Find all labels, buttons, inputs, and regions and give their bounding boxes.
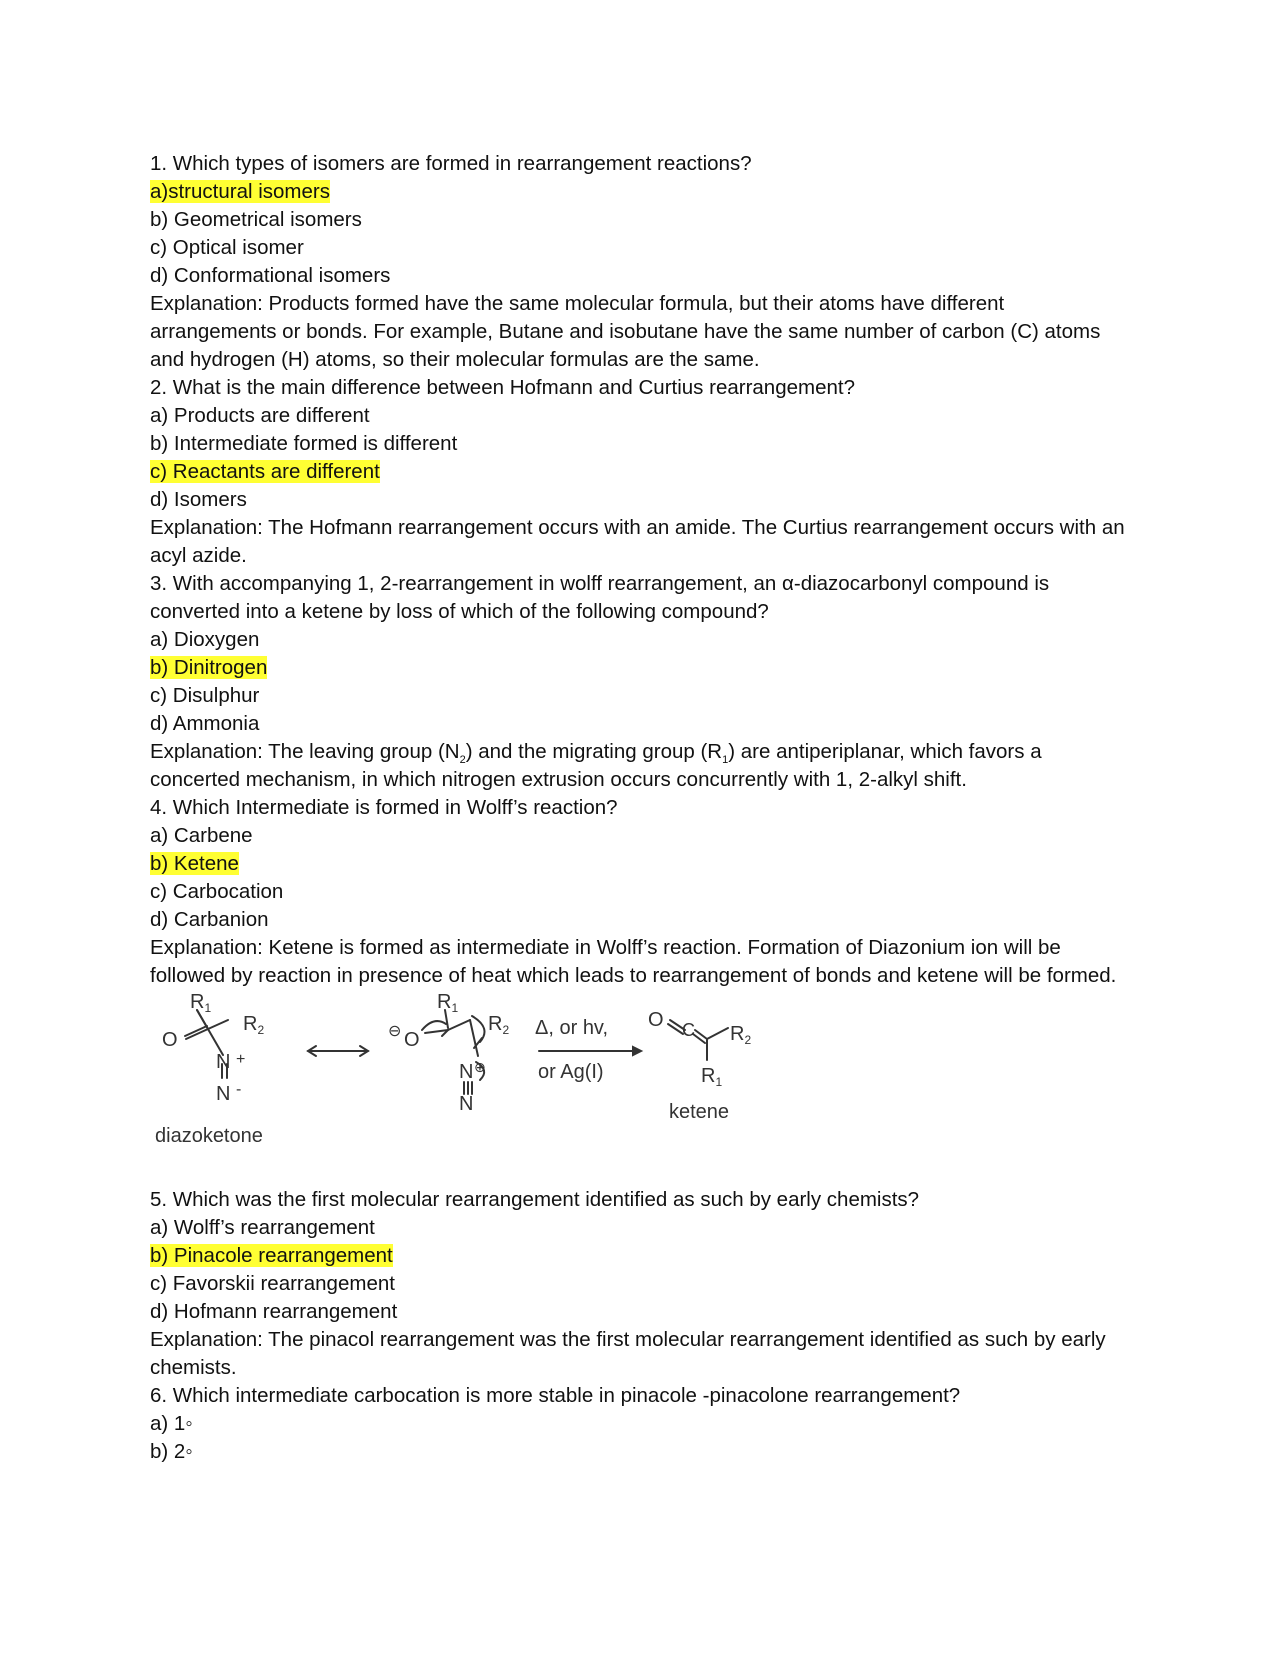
option: b) Intermediate formed is different xyxy=(150,432,458,455)
answer-option: a)structural isomers xyxy=(150,180,330,203)
question-3 xyxy=(150,570,1130,794)
r1-label: $R_1$ xyxy=(437,991,459,1015)
n-plus-charge: + xyxy=(236,1051,246,1068)
nitrogen-label: N xyxy=(459,1093,474,1115)
n-plus-charge: ⊕ xyxy=(474,1059,486,1075)
question-6 xyxy=(150,1382,1130,1466)
question-5 xyxy=(150,1186,1130,1382)
explanation: Explanation: Ketene is formed as intermediate in Wolff’s reaction. Formation of Diazonium ion will be followed by reaction in presence of heat which leads to rearrangement of bonds and ketene will be formed. xyxy=(150,936,1117,987)
r1-label: $R_1$ xyxy=(701,1065,723,1089)
option: d) Carbanion xyxy=(150,908,269,931)
option: a) Carbene xyxy=(150,824,253,847)
option: d) Conformational isomers xyxy=(150,264,391,287)
question-text: 6. Which intermediate carbocation is more stable in pinacole -pinacolone rearrangement? xyxy=(150,1384,961,1407)
oxygen-label: O xyxy=(162,1029,178,1051)
oxygen-label: O xyxy=(404,1029,420,1051)
answer-option: b) Pinacole rearrangement xyxy=(150,1244,393,1267)
option: b) Geometrical isomers xyxy=(150,208,362,231)
r1-label: $R_1$ xyxy=(190,991,212,1015)
option: a) Products are different xyxy=(150,404,370,427)
answer-option: c) Reactants are different xyxy=(150,460,380,483)
carbon-label: C xyxy=(682,1020,695,1040)
r2-label: $R_2$ xyxy=(243,1013,265,1037)
oxygen-label: O xyxy=(648,1009,664,1031)
option: c) Optical isomer xyxy=(150,236,304,259)
nitrogen-label: N xyxy=(216,1083,231,1105)
question-4 xyxy=(150,794,1130,990)
option: c) Disulphur xyxy=(150,684,260,707)
nitrogen-label: N xyxy=(216,1051,231,1073)
r2-label: $R_2$ xyxy=(730,1023,752,1047)
question-text: 5. Which was the first molecular rearrangement identified as such by early chemists? xyxy=(150,1188,920,1211)
wolff-rearrangement-scheme xyxy=(150,990,1130,1186)
label-ketene: ketene xyxy=(669,1101,730,1123)
option: d) Ammonia xyxy=(150,712,260,735)
explanation: Explanation: The leaving group $(N_2)$ and the migrating group $(R_1)$ are antiperiplanar, which favors a concerted mechanism, in which nitrogen extrusion occurs concurrently with 1, 2-alkyl shift. xyxy=(150,740,1042,791)
question-1 xyxy=(150,150,1130,374)
option: b) 2◦ xyxy=(150,1440,193,1463)
conditions-bottom: or Ag(I) xyxy=(538,1061,604,1083)
option: d) Isomers xyxy=(150,488,247,511)
explanation: Explanation: The Hofmann rearrangement occurs with an amide. The Curtius rearrangement occurs with an acyl azide. xyxy=(150,516,1125,567)
option: a) Wolff’s rearrangement xyxy=(150,1216,375,1239)
explanation: Explanation: Products formed have the same molecular formula, but their atoms have different arrangements or bonds. For example, Butane and isobutane have the same number of carbon (C) atoms and hydrogen (H) atoms, so their molecular formulas are the same. xyxy=(150,292,1101,371)
option: c) Favorskii rearrangement xyxy=(150,1272,395,1295)
question-text: 3. With accompanying 1, 2-rearrangement in wolff rearrangement, an α-diazocarbonyl compound is converted into a ketene by loss of which of the following compound? xyxy=(150,572,1050,623)
conditions-top: Δ, or hv, xyxy=(535,1017,609,1039)
r2-label: $R_2$ xyxy=(488,1013,510,1037)
document-page xyxy=(150,150,1130,1466)
answer-option: b) Dinitrogen xyxy=(150,656,268,679)
o-minus-charge: ⊖ xyxy=(388,1023,402,1040)
answer-option: b) Ketene xyxy=(150,852,239,875)
question-text: 1. Which types of isomers are formed in rearrangement reactions? xyxy=(150,152,752,175)
option: c) Carbocation xyxy=(150,880,284,903)
option: a) 1◦ xyxy=(150,1412,193,1435)
n-minus-charge: - xyxy=(236,1081,242,1098)
question-2 xyxy=(150,374,1130,570)
option: a) Dioxygen xyxy=(150,628,260,651)
explanation: Explanation: The pinacol rearrangement was the first molecular rearrangement identified as such by early chemists. xyxy=(150,1328,1106,1379)
option: d) Hofmann rearrangement xyxy=(150,1300,398,1323)
label-diazoketone: diazoketone xyxy=(155,1125,263,1147)
question-text: 2. What is the main difference between Hofmann and Curtius rearrangement? xyxy=(150,376,855,399)
reaction-scheme-svg xyxy=(150,990,1130,1186)
question-text: 4. Which Intermediate is formed in Wolff’s reaction? xyxy=(150,796,618,819)
nitrogen-label: N xyxy=(459,1061,474,1083)
